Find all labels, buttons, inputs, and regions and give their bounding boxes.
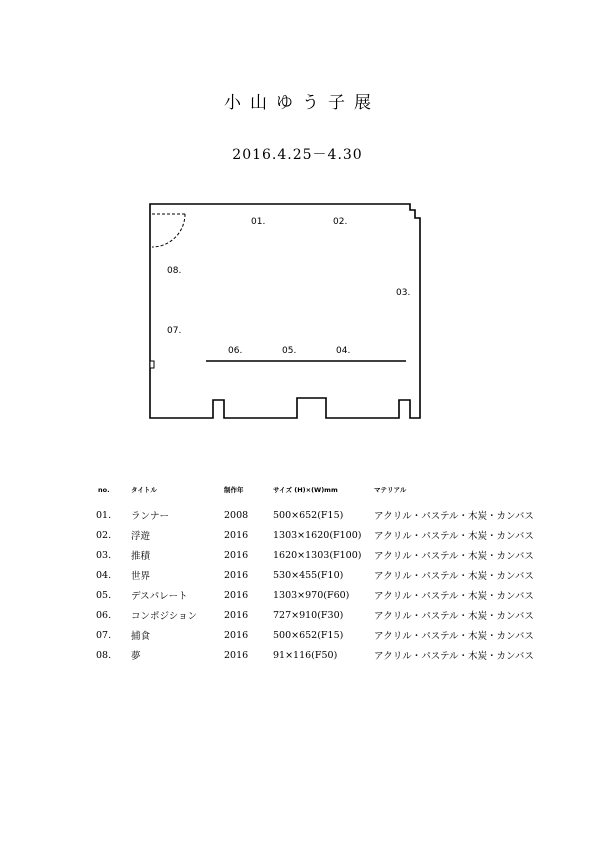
cell-no: 01. — [96, 509, 112, 521]
header-title: タイトル — [131, 486, 157, 494]
cell-year: 2016 — [224, 549, 249, 561]
cell-title: 推積 — [131, 551, 151, 562]
cell-material: アクリル・パステル・木炭・カンバス — [374, 551, 534, 562]
table-row — [90, 605, 534, 625]
plan-label-06: 06. — [228, 346, 243, 356]
cell-no: 06. — [96, 609, 112, 621]
cell-title: 浮遊 — [131, 531, 151, 542]
cell-title: 世界 — [131, 571, 151, 582]
cell-year: 2008 — [224, 509, 249, 521]
plan-label-02: 02. — [333, 217, 348, 227]
cell-no: 04. — [96, 569, 112, 581]
table-row — [90, 565, 534, 585]
plan-label-03: 03. — [396, 288, 411, 298]
cell-year: 2016 — [224, 609, 249, 621]
table-row — [90, 625, 534, 645]
cell-year: 2016 — [224, 529, 249, 541]
plan-label-04: 04. — [336, 346, 351, 356]
plan-label-01: 01. — [251, 217, 266, 227]
header-size: サイズ (H)×(W)mm — [273, 486, 338, 494]
cell-material: アクリル・パステル・木炭・カンバス — [374, 651, 534, 662]
cell-material: アクリル・パステル・木炭・カンバス — [374, 571, 534, 582]
table-row — [90, 585, 534, 605]
header-material: マテリアル — [374, 486, 407, 494]
cell-size: 727×910(F30) — [273, 609, 344, 621]
cell-size: 530×455(F10) — [273, 569, 344, 581]
cell-title: デスパレート — [131, 591, 188, 602]
wall-notch — [150, 361, 154, 368]
cell-size: 1620×1303(F100) — [273, 549, 362, 561]
cell-material: アクリル・パステル・木炭・カンバス — [374, 631, 534, 642]
exhibition-title: 小山ゆう子展 — [224, 93, 380, 113]
cell-title: 夢 — [131, 651, 141, 662]
cell-material: アクリル・パステル・木炭・カンバス — [374, 611, 534, 622]
table-header-row — [90, 485, 534, 505]
cell-size: 91×116(F50) — [273, 649, 338, 661]
cell-no: 05. — [96, 589, 112, 601]
cell-material: アクリル・パステル・木炭・カンバス — [374, 591, 534, 602]
header-no: no. — [98, 485, 110, 494]
cell-title: ランナー — [131, 511, 170, 522]
table-row — [90, 645, 534, 665]
cell-no: 02. — [96, 529, 112, 541]
cell-title: 捕食 — [131, 631, 151, 642]
cell-year: 2016 — [224, 629, 249, 641]
cell-year: 2016 — [224, 589, 249, 601]
plan-label-07: 07. — [167, 326, 182, 336]
cell-size: 1303×970(F60) — [273, 589, 350, 601]
cell-size: 500×652(F15) — [273, 629, 344, 641]
cell-year: 2016 — [224, 649, 249, 661]
exhibition-dates: 2016.4.25－4.30 — [232, 147, 363, 163]
door-swing — [152, 214, 185, 247]
cell-no: 08. — [96, 649, 112, 661]
plan-label-08: 08. — [167, 266, 182, 276]
cell-material: アクリル・パステル・木炭・カンバス — [374, 511, 534, 522]
cell-material: アクリル・パステル・木炭・カンバス — [374, 531, 534, 542]
cell-year: 2016 — [224, 569, 249, 581]
cell-no: 07. — [96, 629, 112, 641]
table-row — [90, 505, 534, 525]
cell-no: 03. — [96, 549, 112, 561]
header-year: 制作年 — [224, 486, 244, 494]
table-row — [90, 545, 534, 565]
plan-label-05: 05. — [282, 346, 297, 356]
cell-size: 500×652(F15) — [273, 509, 344, 521]
cell-size: 1303×1620(F100) — [273, 529, 362, 541]
table-row — [90, 525, 534, 545]
cell-title: コンポジション — [131, 611, 198, 622]
floor-plan — [140, 195, 430, 425]
floor-plan-walls — [150, 204, 420, 418]
works-table — [90, 485, 534, 665]
